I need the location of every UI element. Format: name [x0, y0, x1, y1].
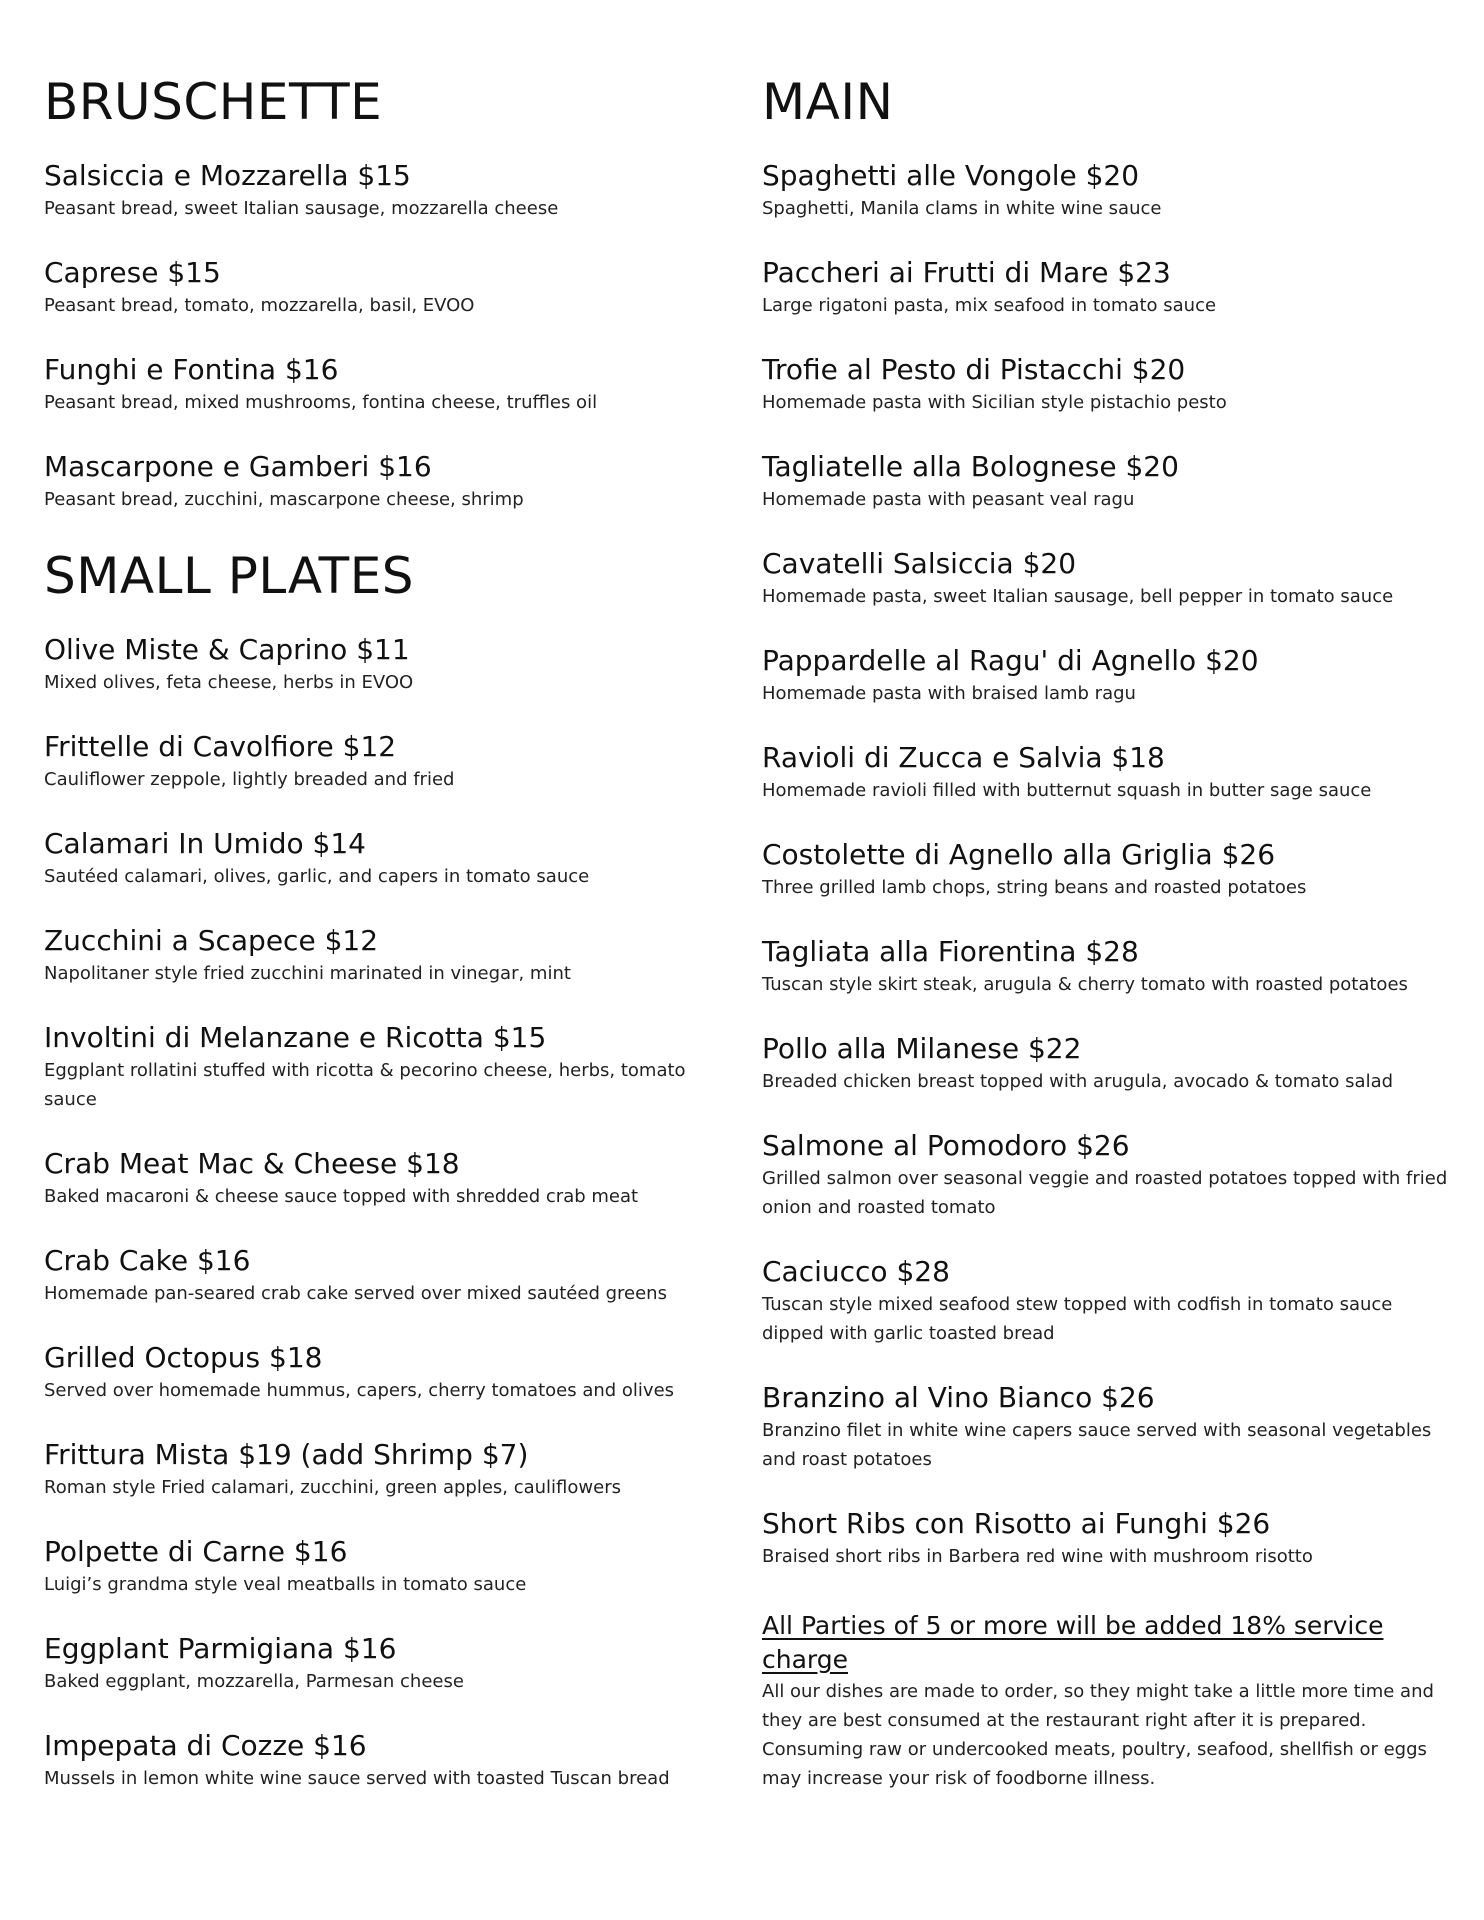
item-name: Short Ribs con Risotto ai Funghi $26 [762, 1507, 1271, 1540]
item-description: Branzino filet in white wine capers sauce served with seasonal vegetables and roast potatoes [762, 1420, 1432, 1470]
left-column [44, 72, 734, 1825]
menu-item [762, 1254, 1452, 1348]
menu-item [762, 449, 1452, 514]
item-description: Eggplant rollatini stuffed with ricotta & pecorino cheese, herbs, tomato sauce [44, 1060, 686, 1110]
menu-item [44, 1728, 734, 1793]
item-name: Branzino al Vino Bianco $26 [762, 1381, 1155, 1414]
menu-item [44, 1340, 734, 1405]
item-description: Tuscan style skirt steak, arugula & cherry tomato with roasted potatoes [762, 974, 1408, 995]
item-name: Eggplant Parmigiana $16 [44, 1632, 397, 1665]
item-description: Mussels in lemon white wine sauce served with toasted Tuscan bread [44, 1768, 670, 1789]
service-notice [762, 1609, 1452, 1793]
item-name: Tagliata alla Fiorentina $28 [762, 935, 1139, 968]
menu-item [44, 1437, 734, 1502]
section-title-small-plates: SMALL PLATES [44, 547, 415, 605]
item-name: Grilled Octopus $18 [44, 1341, 323, 1374]
item-description: Peasant bread, sweet Italian sausage, mozzarella cheese [44, 198, 559, 219]
menu-item [44, 449, 734, 514]
menu-item [762, 158, 1452, 223]
item-description: Homemade pasta, sweet Italian sausage, bell pepper in tomato sauce [762, 586, 1394, 607]
menu-item [44, 255, 734, 320]
item-name: Costolette di Agnello alla Griglia $26 [762, 838, 1276, 871]
item-name: Caprese $15 [44, 256, 221, 289]
item-name: Spaghetti alle Vongole $20 [762, 159, 1140, 192]
item-name: Salsiccia e Mozzarella $15 [44, 159, 411, 192]
right-column [762, 72, 1452, 1793]
service-charge-notice: All Parties of 5 or more will be added 18% service charge [762, 1611, 1384, 1674]
menu-item [44, 632, 734, 697]
menu-item [762, 1031, 1452, 1096]
item-description: Baked eggplant, mozzarella, Parmesan cheese [44, 1671, 464, 1692]
item-description: Homemade pan-seared crab cake served over mixed sautéed greens [44, 1283, 667, 1304]
menu-item [762, 352, 1452, 417]
item-description: Napolitaner style fried zucchini marinated in vinegar, mint [44, 963, 571, 984]
item-description: Served over homemade hummus, capers, cherry tomatoes and olives [44, 1380, 675, 1401]
item-description: Luigi’s grandma style veal meatballs in tomato sauce [44, 1574, 527, 1595]
item-name: Paccheri ai Frutti di Mare $23 [762, 256, 1171, 289]
item-description: Homemade pasta with peasant veal ragu [762, 489, 1135, 510]
item-description: Roman style Fried calamari, zucchini, green apples, cauliflowers [44, 1477, 621, 1498]
item-description: Breaded chicken breast topped with arugula, avocado & tomato salad [762, 1071, 1394, 1092]
item-description: Grilled salmon over seasonal veggie and roasted potatoes topped with fried onion and roasted tomato [762, 1168, 1448, 1218]
item-name: Cavatelli Salsiccia $20 [762, 547, 1077, 580]
item-description: Large rigatoni pasta, mix seafood in tomato sauce [762, 295, 1217, 316]
main-list [762, 158, 1452, 1571]
item-description: Homemade ravioli filled with butternut squash in butter sage sauce [762, 780, 1372, 801]
item-description: Peasant bread, mixed mushrooms, fontina cheese, truffles oil [44, 392, 598, 413]
menu-item [762, 1506, 1452, 1571]
menu-item [762, 740, 1452, 805]
menu-item [762, 546, 1452, 611]
menu-item [762, 255, 1452, 320]
item-description: Tuscan style mixed seafood stew topped with codfish in tomato sauce dipped with garlic toasted bread [762, 1294, 1393, 1344]
item-name: Salmone al Pomodoro $26 [762, 1129, 1130, 1162]
menu-item [762, 1380, 1452, 1474]
item-name: Pappardelle al Ragu' di Agnello $20 [762, 644, 1259, 677]
item-name: Polpette di Carne $16 [44, 1535, 348, 1568]
menu-item [44, 352, 734, 417]
item-name: Trofie al Pesto di Pistacchi $20 [762, 353, 1186, 386]
menu-item [44, 158, 734, 223]
menu-item [44, 729, 734, 794]
item-description: Peasant bread, tomato, mozzarella, basil, EVOO [44, 295, 475, 316]
item-description: Mixed olives, feta cheese, herbs in EVOO [44, 672, 414, 693]
item-name: Calamari In Umido $14 [44, 827, 366, 860]
menu-item [44, 826, 734, 891]
item-description: Baked macaroni & cheese sauce topped with shredded crab meat [44, 1186, 639, 1207]
item-name: Impepata di Cozze $16 [44, 1729, 367, 1762]
item-description: Spaghetti, Manila clams in white wine sauce [762, 198, 1162, 219]
bruschette-list [44, 158, 734, 514]
menu-item [44, 1020, 734, 1114]
section-title-main: MAIN [762, 73, 894, 131]
item-name: Olive Miste & Caprino $11 [44, 633, 410, 666]
item-description: Homemade pasta with Sicilian style pistachio pesto [762, 392, 1227, 413]
item-name: Zucchini a Scapece $12 [44, 924, 379, 957]
item-description: Three grilled lamb chops, string beans and roasted potatoes [762, 877, 1307, 898]
small-plates-list [44, 632, 734, 1793]
item-description: Peasant bread, zucchini, mascarpone cheese, shrimp [44, 489, 524, 510]
menu-item [44, 1243, 734, 1308]
section-title-bruschette: BRUSCHETTE [44, 73, 383, 131]
food-safety-disclaimer: All our dishes are made to order, so they might take a little more time and they are best consumed at the restaurant right after it is prepared. Consuming raw or undercooked meats, poultry, seafood, shellfish or eggs may increase your risk of foodborne illness. [762, 1681, 1434, 1789]
menu-item [762, 837, 1452, 902]
menu-item [762, 934, 1452, 999]
item-name: Funghi e Fontina $16 [44, 353, 339, 386]
menu-item [44, 1534, 734, 1599]
menu-item [44, 1631, 734, 1696]
item-name: Crab Meat Mac & Cheese $18 [44, 1147, 460, 1180]
item-name: Caciucco $28 [762, 1255, 950, 1288]
item-name: Involtini di Melanzane e Ricotta $15 [44, 1021, 547, 1054]
menu-item [762, 643, 1452, 708]
menu-item [762, 1128, 1452, 1222]
item-name: Tagliatelle alla Bolognese $20 [762, 450, 1179, 483]
item-name: Frittura Mista $19 (add Shrimp $7) [44, 1438, 529, 1471]
item-name: Crab Cake $16 [44, 1244, 251, 1277]
item-name: Frittelle di Cavolfiore $12 [44, 730, 397, 763]
item-name: Ravioli di Zucca e Salvia $18 [762, 741, 1165, 774]
item-description: Homemade pasta with braised lamb ragu [762, 683, 1136, 704]
menu-item [44, 1146, 734, 1211]
item-name: Mascarpone e Gamberi $16 [44, 450, 432, 483]
item-description: Sautéed calamari, olives, garlic, and capers in tomato sauce [44, 866, 590, 887]
menu-item [44, 923, 734, 988]
item-description: Braised short ribs in Barbera red wine with mushroom risotto [762, 1546, 1313, 1567]
item-name: Pollo alla Milanese $22 [762, 1032, 1082, 1065]
item-description: Cauliflower zeppole, lightly breaded and fried [44, 769, 455, 790]
